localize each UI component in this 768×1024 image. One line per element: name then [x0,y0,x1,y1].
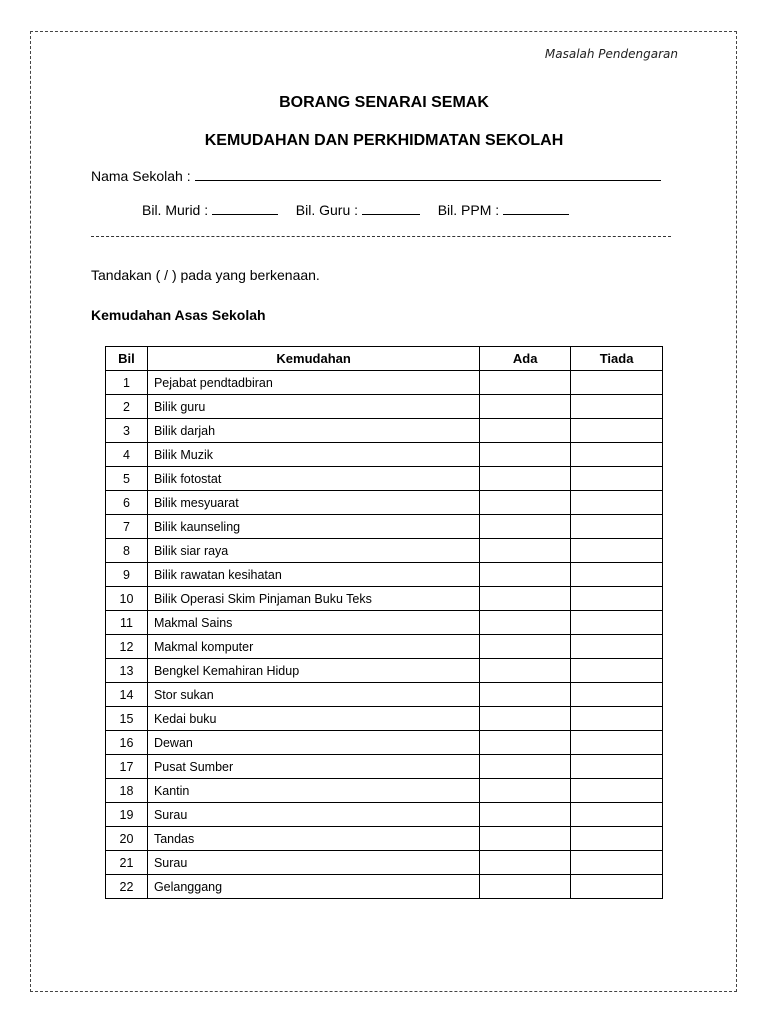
nama-sekolah-row [91,168,661,184]
facility-name: Bilik kaunseling [147,515,479,539]
facility-name: Kedai buku [147,707,479,731]
table-row [106,563,663,587]
tiada-checkbox-cell[interactable] [571,395,663,419]
ada-checkbox-cell[interactable] [480,563,571,587]
table-row [106,683,663,707]
table-row [106,491,663,515]
tiada-checkbox-cell[interactable] [571,635,663,659]
row-number: 10 [106,587,148,611]
bil-ppm-field[interactable] [503,202,569,215]
table-row [106,395,663,419]
tiada-checkbox-cell[interactable] [571,803,663,827]
header-kemudahan: Kemudahan [147,347,479,371]
row-number: 18 [106,779,148,803]
header-tiada: Tiada [571,347,663,371]
tiada-checkbox-cell[interactable] [571,851,663,875]
facility-name: Bilik siar raya [147,539,479,563]
facility-name: Dewan [147,731,479,755]
bil-murid-label: Bil. Murid : [142,202,209,218]
facility-name: Bengkel Kemahiran Hidup [147,659,479,683]
table-row [106,419,663,443]
ada-checkbox-cell[interactable] [480,851,571,875]
row-number: 8 [106,539,148,563]
facility-name: Stor sukan [147,683,479,707]
bil-murid-field[interactable] [212,202,278,215]
row-number: 5 [106,467,148,491]
facility-name: Surau [147,803,479,827]
header-bil: Bil [106,347,148,371]
row-number: 14 [106,683,148,707]
row-number: 16 [106,731,148,755]
table-row [106,827,663,851]
table-row [106,515,663,539]
row-number: 17 [106,755,148,779]
bil-guru-field[interactable] [362,202,420,215]
facility-name: Surau [147,851,479,875]
row-number: 7 [106,515,148,539]
facility-name: Kantin [147,779,479,803]
row-number: 11 [106,611,148,635]
ada-checkbox-cell[interactable] [480,683,571,707]
ada-checkbox-cell[interactable] [480,779,571,803]
facility-name: Bilik Muzik [147,443,479,467]
facility-name: Makmal komputer [147,635,479,659]
checklist-table [105,346,663,899]
ada-checkbox-cell[interactable] [480,515,571,539]
bil-ppm-label: Bil. PPM : [437,202,500,218]
nama-sekolah-field[interactable] [195,168,661,181]
header-note: Masalah Pendengaran [544,47,678,61]
table-row [106,467,663,491]
table-row [106,707,663,731]
facility-name: Pusat Sumber [147,755,479,779]
tiada-checkbox-cell[interactable] [571,419,663,443]
facility-name: Tandas [147,827,479,851]
facility-name: Bilik mesyuarat [147,491,479,515]
ada-checkbox-cell[interactable] [480,467,571,491]
row-number: 22 [106,875,148,899]
facility-name: Bilik Operasi Skim Pinjaman Buku Teks [147,587,479,611]
ada-checkbox-cell[interactable] [480,443,571,467]
tiada-checkbox-cell[interactable] [571,731,663,755]
form-title: BORANG SENARAI SEMAK [279,94,489,111]
table-row [106,635,663,659]
ada-checkbox-cell[interactable] [480,875,571,899]
table-row [106,875,663,899]
tiada-checkbox-cell[interactable] [571,563,663,587]
tiada-checkbox-cell[interactable] [571,611,663,635]
form-subtitle: KEMUDAHAN DAN PERKHIDMATAN SEKOLAH [204,132,564,149]
ada-checkbox-cell[interactable] [480,611,571,635]
row-number: 21 [106,851,148,875]
tiada-checkbox-cell[interactable] [571,587,663,611]
facility-name: Bilik rawatan kesihatan [147,563,479,587]
ada-checkbox-cell[interactable] [480,371,571,395]
tiada-checkbox-cell[interactable] [571,371,663,395]
ada-checkbox-cell[interactable] [480,803,571,827]
row-number: 2 [106,395,148,419]
ada-checkbox-cell[interactable] [480,491,571,515]
table-row [106,755,663,779]
instruction-text: Tandakan ( / ) pada yang berkenaan. [91,267,320,283]
table-row [106,659,663,683]
ada-checkbox-cell[interactable] [480,731,571,755]
tiada-checkbox-cell[interactable] [571,707,663,731]
table-row [106,371,663,395]
row-number: 4 [106,443,148,467]
row-number: 1 [106,371,148,395]
row-number: 20 [106,827,148,851]
bil-row [142,202,569,218]
tiada-checkbox-cell[interactable] [571,779,663,803]
ada-checkbox-cell[interactable] [480,659,571,683]
dashed-separator [91,236,671,237]
facility-name: Bilik darjah [147,419,479,443]
table-row [106,851,663,875]
tiada-checkbox-cell[interactable] [571,755,663,779]
ada-checkbox-cell[interactable] [480,635,571,659]
table-row [106,587,663,611]
facility-name: Bilik fotostat [147,467,479,491]
table-header-row [106,347,663,371]
ada-checkbox-cell[interactable] [480,755,571,779]
bil-guru-label: Bil. Guru : [295,202,359,218]
ada-checkbox-cell[interactable] [480,707,571,731]
ada-checkbox-cell[interactable] [480,539,571,563]
row-number: 12 [106,635,148,659]
table-row [106,539,663,563]
table-row [106,443,663,467]
facility-name: Pejabat pendtadbiran [147,371,479,395]
tiada-checkbox-cell[interactable] [571,515,663,539]
facility-name: Bilik guru [147,395,479,419]
section-title: Kemudahan Asas Sekolah [91,307,266,323]
table-row [106,611,663,635]
row-number: 9 [106,563,148,587]
tiada-checkbox-cell[interactable] [571,683,663,707]
ada-checkbox-cell[interactable] [480,827,571,851]
tiada-checkbox-cell[interactable] [571,659,663,683]
row-number: 3 [106,419,148,443]
row-number: 6 [106,491,148,515]
row-number: 15 [106,707,148,731]
row-number: 13 [106,659,148,683]
tiada-checkbox-cell[interactable] [571,491,663,515]
facility-name: Gelanggang [147,875,479,899]
tiada-checkbox-cell[interactable] [571,467,663,491]
row-number: 19 [106,803,148,827]
tiada-checkbox-cell[interactable] [571,539,663,563]
tiada-checkbox-cell[interactable] [571,827,663,851]
tiada-checkbox-cell[interactable] [571,443,663,467]
ada-checkbox-cell[interactable] [480,419,571,443]
header-ada: Ada [480,347,571,371]
ada-checkbox-cell[interactable] [480,587,571,611]
table-row [106,779,663,803]
tiada-checkbox-cell[interactable] [571,875,663,899]
table-row [106,803,663,827]
table-row [106,731,663,755]
facility-name: Makmal Sains [147,611,479,635]
ada-checkbox-cell[interactable] [480,395,571,419]
nama-sekolah-label: Nama Sekolah : [91,168,191,184]
